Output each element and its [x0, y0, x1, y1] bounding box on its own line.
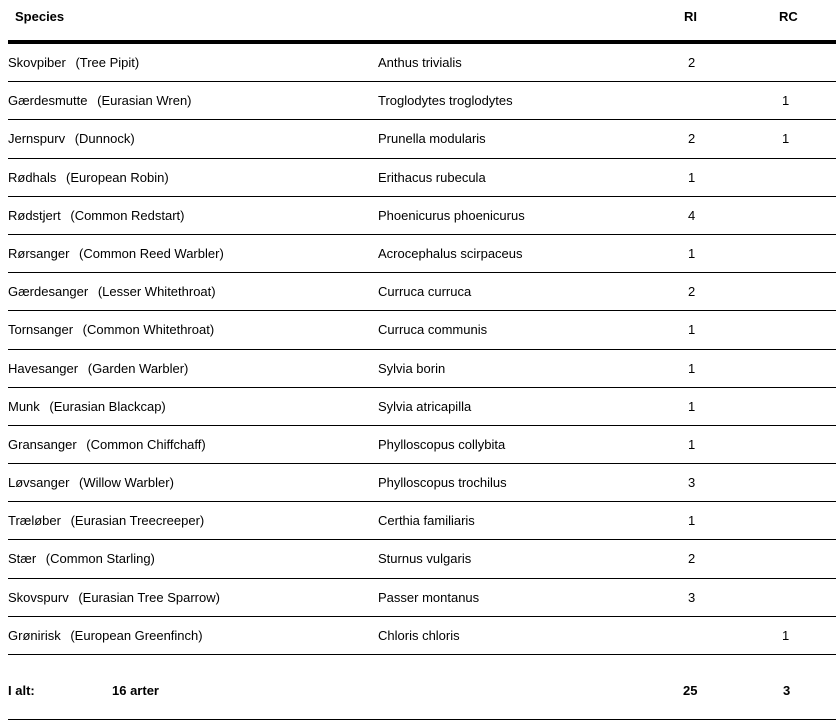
column-header-species: Species [15, 9, 65, 24]
table-row [8, 617, 836, 655]
table-row [8, 464, 836, 502]
table-row [8, 540, 836, 578]
common-name-cell [8, 399, 166, 414]
english-name: (Common Redstart) [70, 207, 185, 223]
rc-value: 1 [782, 93, 790, 109]
danish-name: Skovpiber [8, 55, 66, 70]
ri-value: 1 [688, 245, 696, 261]
ri-value: 2 [688, 55, 696, 70]
table-row [8, 82, 836, 120]
latin-name: Phylloscopus collybita [378, 436, 506, 452]
danish-name: Havesanger [8, 360, 79, 376]
table-row [8, 579, 836, 617]
english-name: (Tree Pipit) [75, 55, 140, 70]
column-header-rc: RC [779, 9, 798, 24]
danish-name: Træløber [8, 513, 61, 529]
latin-name: Passer montanus [378, 589, 480, 605]
danish-name: Rørsanger [8, 245, 70, 261]
common-name-cell [8, 246, 224, 261]
english-name: (Eurasian Wren) [97, 93, 192, 109]
table-row [8, 502, 836, 540]
latin-name: Phylloscopus trochilus [378, 475, 507, 491]
english-name: (Common Starling) [45, 551, 155, 567]
latin-name: Acrocephalus scirpaceus [378, 245, 523, 261]
common-name-cell [8, 590, 220, 605]
table-row [8, 388, 836, 426]
column-header-ri: RI [684, 9, 697, 24]
table-row [8, 235, 836, 273]
table-row [8, 426, 836, 464]
ri-value: 1 [688, 322, 696, 338]
latin-name: Certhia familiaris [378, 513, 475, 529]
table-row [8, 273, 836, 311]
total-ri: 25 [683, 683, 698, 698]
latin-name: Curruca curruca [378, 284, 472, 300]
total-label: I alt: [8, 683, 35, 698]
ri-value: 1 [688, 360, 696, 376]
english-name: (Common Reed Warbler) [79, 245, 224, 261]
table-row [8, 44, 836, 82]
ri-value: 4 [688, 207, 696, 223]
bottom-divider [8, 719, 836, 720]
common-name-cell [8, 551, 155, 566]
latin-name: Sylvia borin [378, 360, 446, 376]
common-name-cell [8, 170, 169, 185]
english-name: (Dunnock) [74, 131, 135, 147]
common-name-cell [8, 93, 192, 108]
ri-value: 1 [688, 398, 696, 414]
danish-name: Stær [8, 551, 37, 567]
latin-name: Sylvia atricapilla [378, 398, 472, 414]
english-name: (Common Whitethroat) [82, 322, 215, 338]
ri-value: 1 [688, 169, 696, 185]
total-species-count: 16 arter [112, 683, 159, 698]
english-name: (Eurasian Blackcap) [49, 398, 166, 414]
english-name: (Lesser Whitethroat) [97, 284, 216, 300]
table-row [8, 120, 836, 158]
ri-value: 1 [688, 513, 696, 529]
danish-name: Skovspurv [8, 589, 69, 605]
latin-name: Curruca communis [378, 322, 488, 338]
danish-name: Gærdesmutte [8, 93, 88, 109]
common-name-cell [8, 513, 204, 528]
common-name-cell [8, 361, 188, 376]
latin-name: Troglodytes troglodytes [378, 93, 513, 109]
danish-name: Tornsanger [8, 322, 74, 338]
danish-name: Grønirisk [8, 627, 61, 643]
table-row [8, 159, 836, 197]
common-name-cell [8, 437, 206, 452]
common-name-cell [8, 131, 135, 146]
ri-value: 2 [688, 284, 696, 300]
ri-value: 1 [688, 436, 696, 452]
latin-name: Prunella modularis [378, 131, 486, 147]
danish-name: Munk [8, 398, 40, 414]
latin-name: Erithacus rubecula [378, 169, 486, 185]
ri-value: 2 [688, 131, 696, 147]
species-table-body [0, 44, 836, 655]
danish-name: Rødstjert [8, 207, 61, 223]
english-name: (European Greenfinch) [70, 627, 203, 643]
table-row [8, 350, 836, 388]
english-name: (Garden Warbler) [87, 360, 189, 376]
ri-value: 3 [688, 589, 696, 605]
common-name-cell [8, 628, 203, 643]
english-name: (Eurasian Tree Sparrow) [78, 589, 220, 605]
latin-name: Anthus trivialis [378, 55, 462, 70]
table-row [8, 197, 836, 235]
danish-name: Rødhals [8, 169, 57, 185]
latin-name: Chloris chloris [378, 627, 460, 643]
rc-value: 1 [782, 627, 790, 643]
table-header [0, 0, 836, 40]
english-name: (Eurasian Treecreeper) [70, 513, 205, 529]
english-name: (Willow Warbler) [79, 475, 174, 491]
total-rc: 3 [783, 683, 791, 698]
danish-name: Gærdesanger [8, 284, 89, 300]
ri-value: 2 [688, 551, 696, 567]
ri-value: 3 [688, 475, 696, 491]
table-row [8, 311, 836, 349]
english-name: (Common Chiffchaff) [86, 436, 206, 452]
common-name-cell [8, 322, 214, 337]
common-name-cell [8, 208, 185, 223]
english-name: (European Robin) [66, 169, 169, 185]
rc-value: 1 [782, 131, 790, 147]
danish-name: Løvsanger [8, 475, 70, 491]
common-name-cell [8, 55, 139, 70]
danish-name: Gransanger [8, 436, 77, 452]
danish-name: Jernspurv [8, 131, 66, 147]
common-name-cell [8, 475, 174, 490]
latin-name: Sturnus vulgaris [378, 551, 472, 567]
latin-name: Phoenicurus phoenicurus [378, 207, 525, 223]
total-row [8, 672, 836, 716]
common-name-cell [8, 284, 216, 299]
